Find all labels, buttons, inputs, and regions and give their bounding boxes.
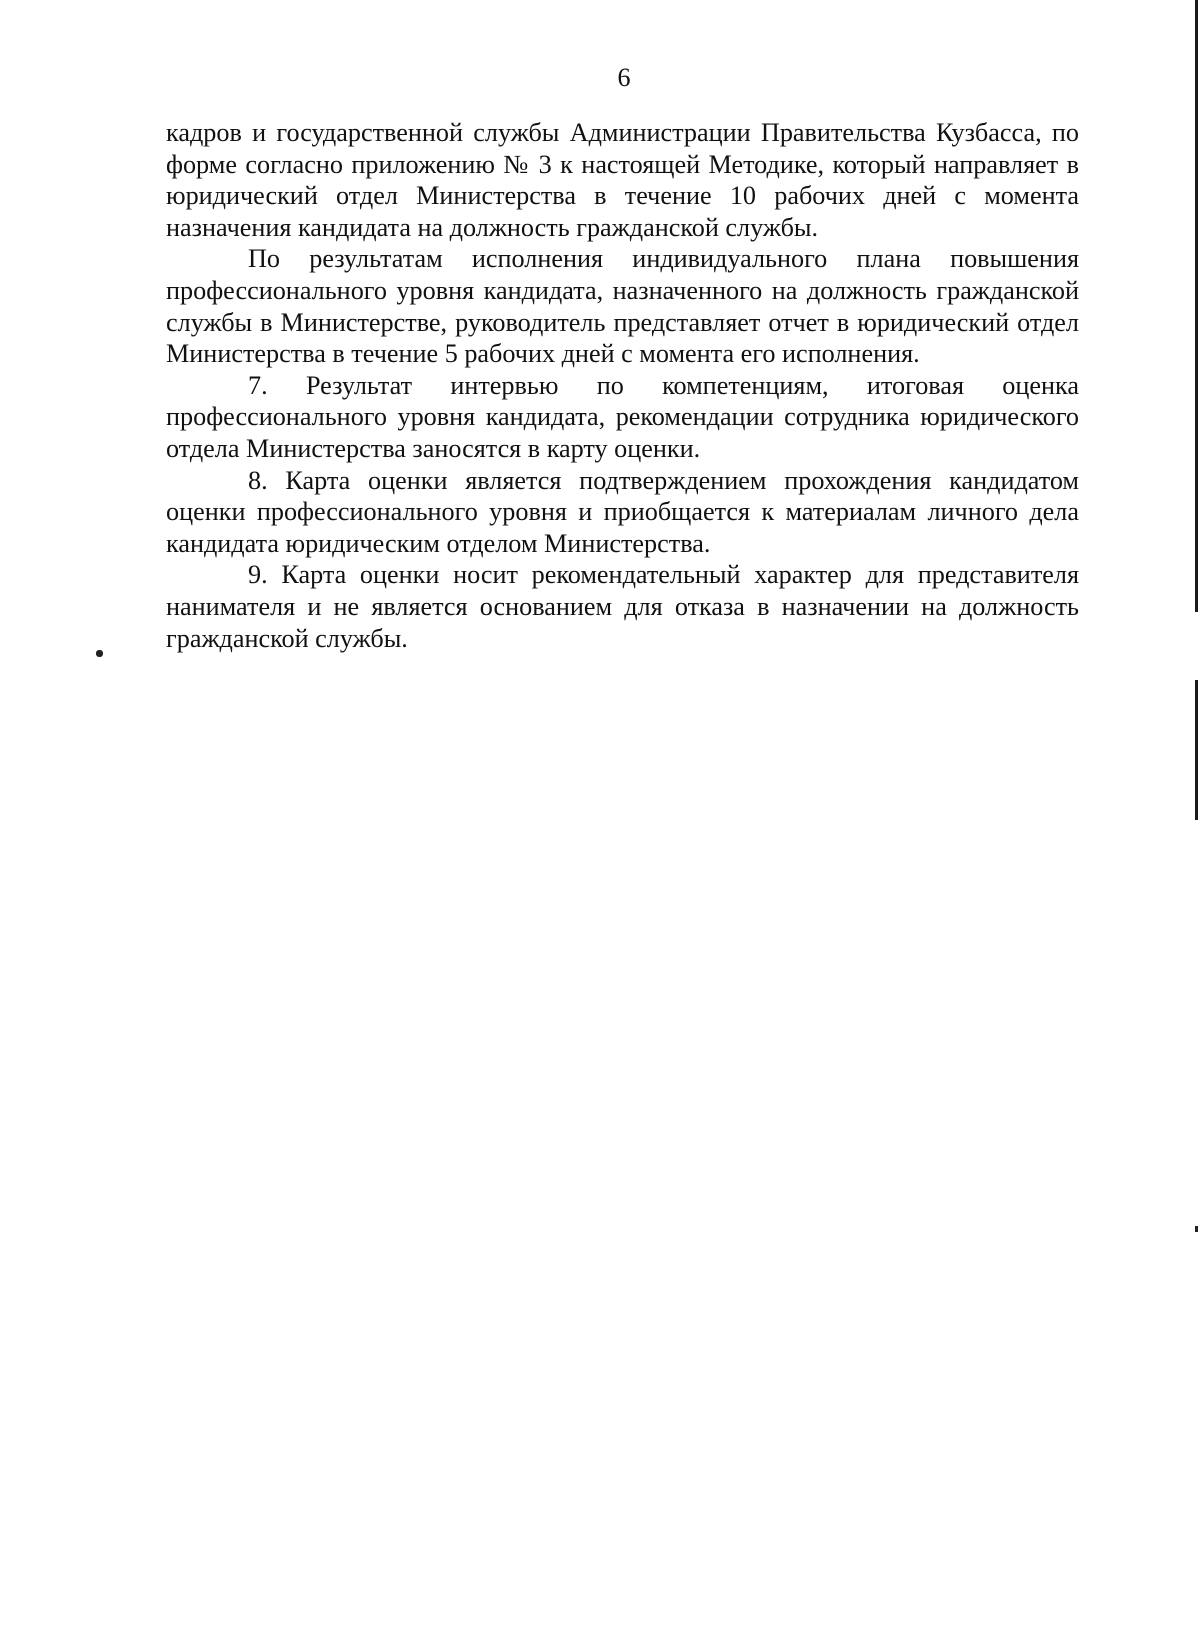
paragraph-individual-plan-report: По результатам исполнения индивидуального плана повышения профессионального уровня кандидата, назначенного на должность гражданской службы в Министерстве, руководитель представляет отчет в юридический отдел Министерства в течение 5 рабочих дней с момента его исполнения.	[166, 244, 1079, 369]
document-body	[166, 117, 1079, 654]
scan-edge-mark	[1195, 0, 1198, 612]
paragraph-item-7: 7. Результат интервью по компетенциям, итоговая оценка профессионального уровня кандидата, рекомендации сотрудника юридического отдела Министерства заносятся в карту оценки.	[166, 370, 1079, 463]
scan-speck	[1195, 1226, 1198, 1232]
page-number: 6	[617, 63, 631, 92]
paragraph-item-8: 8. Карта оценки является подтверждением прохождения кандидатом оценки профессионального уровня и приобщается к материалам личного дела кандидата юридическим отделом Министерства.	[166, 465, 1079, 558]
paragraph-continuation: кадров и государственной службы Администрации Правительства Кузбасса, по форме согласно приложению № 3 к настоящей Методике, который направляет в юридический отдел Министерства в течение 10 рабочих дней с момента назначения кандидата на должность гражданской службы.	[166, 118, 1079, 242]
scan-edge-mark	[1195, 680, 1198, 820]
paragraph-item-9: 9. Карта оценки носит рекомендательный характер для представителя нанимателя и не является основанием для отказа в назначении на должность гражданской службы.	[166, 560, 1079, 653]
scan-speck	[96, 650, 103, 657]
